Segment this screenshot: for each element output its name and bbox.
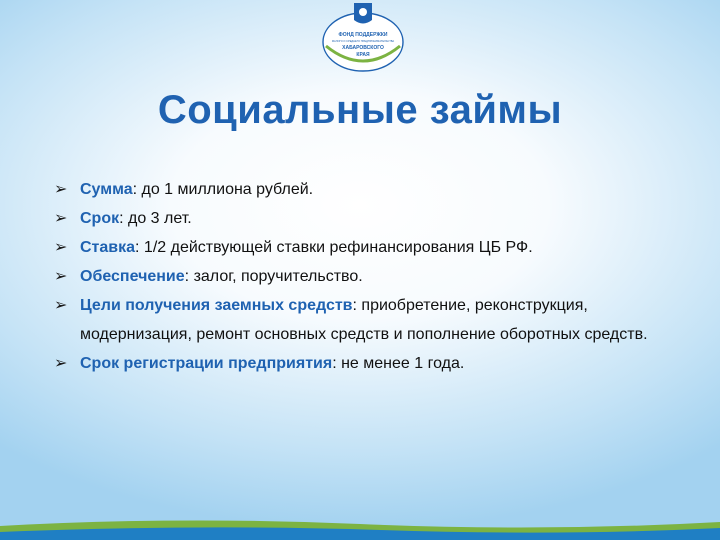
logo-emblem-icon [317,0,409,74]
item-text: : 1/2 действующей ставки рефинансирования ЦБ РФ. [135,239,533,256]
item-term: Срок регистрации предприятия [80,355,333,372]
arrow-bullet-icon: ➢ [54,210,68,227]
list-item [52,233,672,262]
item-term: Срок [80,210,120,227]
arrow-bullet-icon: ➢ [54,268,68,285]
list-item [52,204,672,233]
item-text: : приобретение, реконструкция, модернизация, ремонт основных средств и пополнение оборотных средств. [80,297,648,343]
fund-logo [317,0,409,74]
item-term: Ставка [80,239,136,256]
arrow-bullet-icon: ➢ [54,355,68,372]
item-text: : залог, поручительство. [184,268,363,285]
arrow-bullet-icon: ➢ [54,297,68,314]
arrow-bullet-icon: ➢ [54,181,68,198]
slide-title: Социальные займы [157,88,563,132]
item-term: Обеспечение [80,268,185,285]
item-term: Цели получения заемных средств [80,297,353,314]
list-item [52,175,672,204]
arrow-bullet-icon: ➢ [54,239,68,256]
footer-wave-band [0,516,720,540]
list-item [52,262,672,291]
item-text: : не менее 1 года. [332,355,465,372]
logo-line-2: МАЛОГО И СРЕДНЕГО ПРЕДПРИНИМАТЕЛЬСТВА [331,40,395,43]
bullet-list [52,175,672,378]
list-item [52,291,672,349]
logo-line-3: ХАБАРОВСКОГО [342,45,384,51]
item-text: : до 1 миллиона рублей. [132,181,314,198]
list-item [52,349,672,378]
item-text: : до 3 лет. [119,210,192,227]
item-term: Сумма [80,181,133,198]
wave-decoration-icon [0,516,720,540]
logo-line-1: ФОНД ПОДДЕРЖКИ [338,32,388,38]
logo-line-4: КРАЯ [356,52,370,58]
